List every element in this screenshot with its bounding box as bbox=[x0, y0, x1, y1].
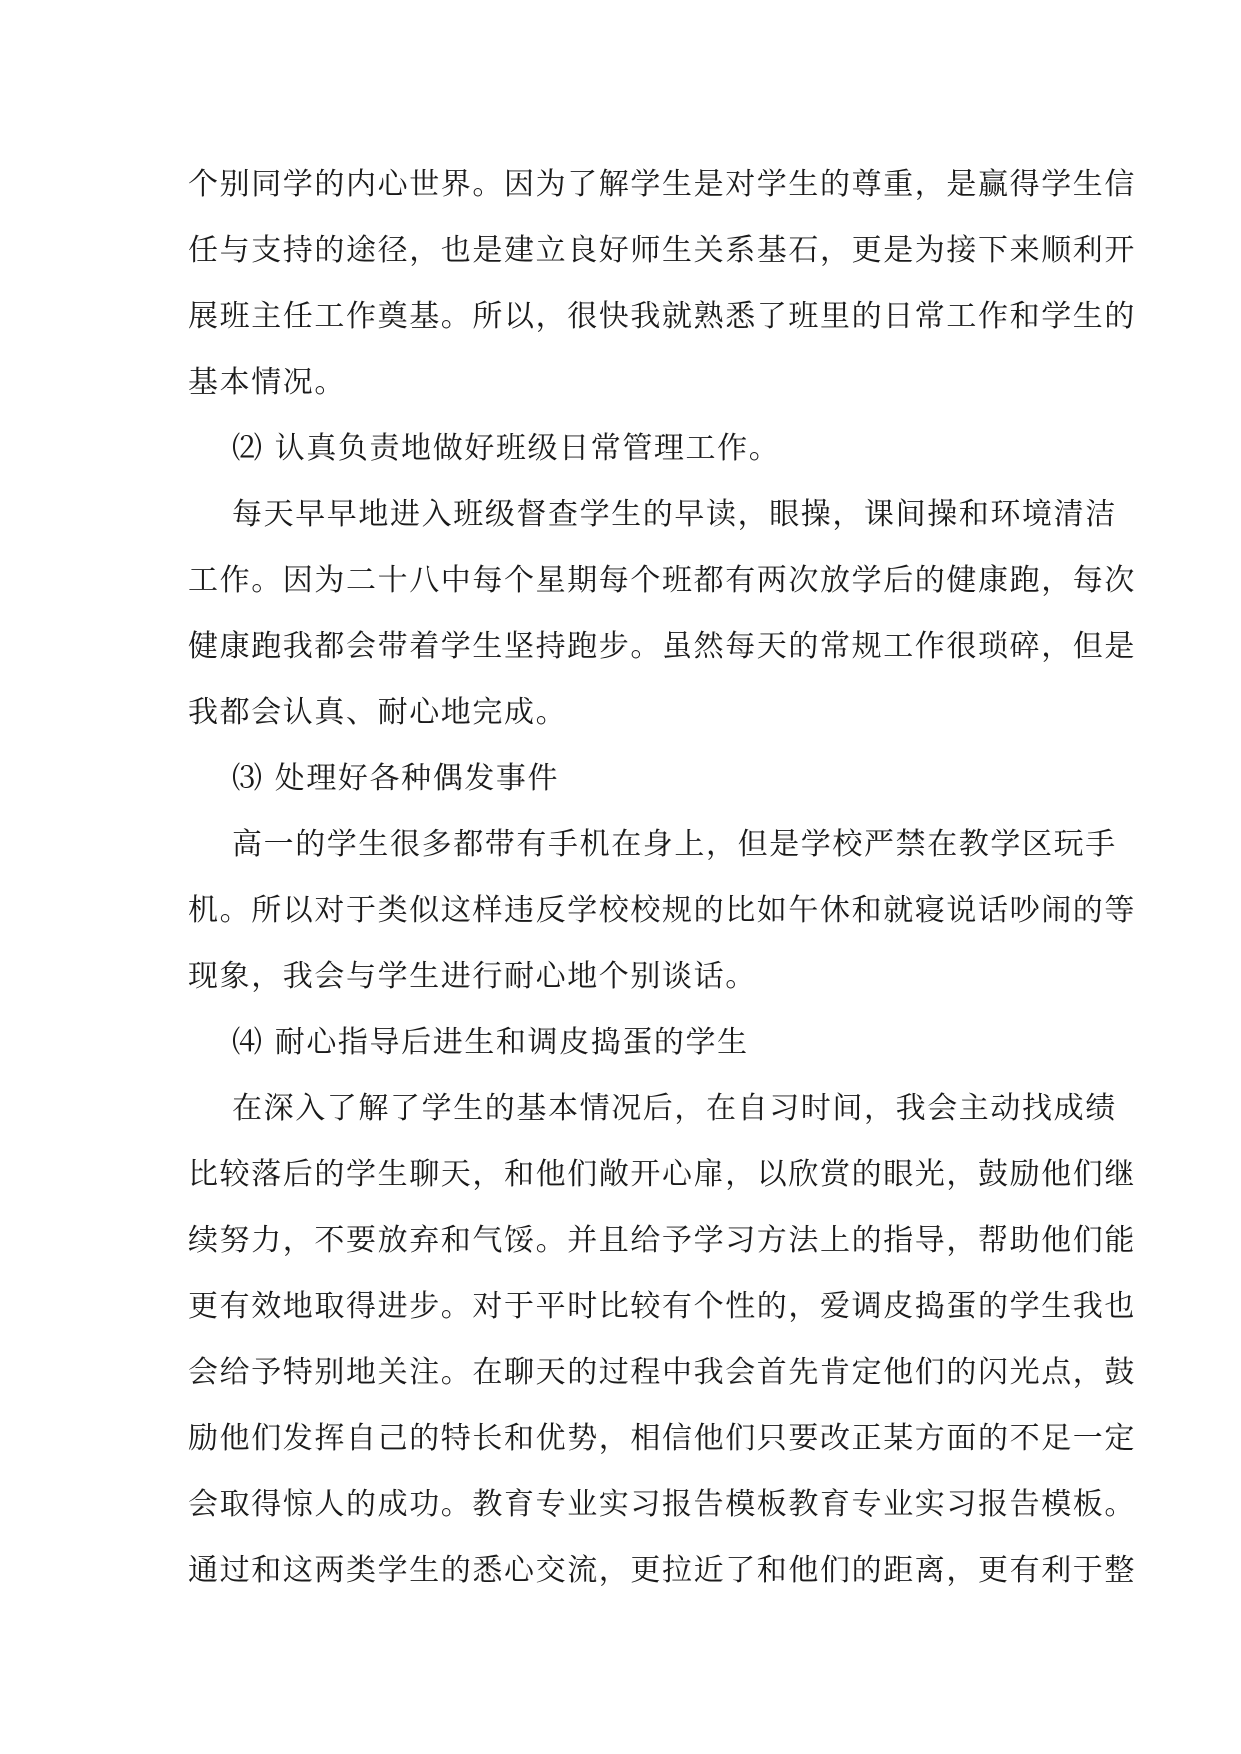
text-line: 健康跑我都会带着学生坚持跑步。虽然每天的常规工作很琐碎，但是 bbox=[188, 629, 1136, 664]
section-heading: ⑶ 处理好各种偶发事件 bbox=[232, 761, 560, 796]
text-line: 每天早早地进入班级督查学生的早读，眼操，课间操和环境清洁 bbox=[232, 497, 1117, 532]
text-line: 会给予特别地关注。在聊天的过程中我会首先肯定他们的闪光点，鼓 bbox=[188, 1355, 1136, 1390]
text-line: 基本情况。 bbox=[188, 365, 346, 400]
section-heading: ⑷ 耐心指导后进生和调皮捣蛋的学生 bbox=[232, 1025, 749, 1060]
text-line: 个别同学的内心世界。因为了解学生是对学生的尊重，是赢得学生信 bbox=[188, 167, 1136, 202]
text-line: 我都会认真、耐心地完成。 bbox=[188, 695, 568, 730]
text-line: 展班主任工作奠基。所以，很快我就熟悉了班里的日常工作和学生的 bbox=[188, 299, 1136, 334]
text-line: 励他们发挥自己的特长和优势，相信他们只要改正某方面的不足一定 bbox=[188, 1421, 1136, 1456]
text-line: 会取得惊人的成功。教育专业实习报告模板教育专业实习报告模板。 bbox=[188, 1487, 1136, 1522]
text-line: 更有效地取得进步。对于平时比较有个性的，爱调皮捣蛋的学生我也 bbox=[188, 1289, 1136, 1324]
text-line: 工作。因为二十八中每个星期每个班都有两次放学后的健康跑，每次 bbox=[188, 563, 1136, 598]
text-line: 比较落后的学生聊天，和他们敞开心扉，以欣赏的眼光，鼓励他们继 bbox=[188, 1157, 1136, 1192]
section-heading: ⑵ 认真负责地做好班级日常管理工作。 bbox=[232, 431, 781, 466]
text-line: 现象，我会与学生进行耐心地个别谈话。 bbox=[188, 959, 757, 994]
text-line: 续努力，不要放弃和气馁。并且给予学习方法上的指导，帮助他们能 bbox=[188, 1223, 1136, 1258]
text-line: 在深入了解了学生的基本情况后，在自习时间，我会主动找成绩 bbox=[232, 1091, 1117, 1126]
text-line: 通过和这两类学生的悉心交流，更拉近了和他们的距离，更有利于整 bbox=[188, 1553, 1136, 1588]
text-line: 高一的学生很多都带有手机在身上，但是学校严禁在教学区玩手 bbox=[232, 827, 1117, 862]
document-body bbox=[188, 152, 1136, 1604]
text-line: 机。所以对于类似这样违反学校校规的比如午休和就寝说话吵闹的等 bbox=[188, 893, 1136, 928]
text-line: 任与支持的途径，也是建立良好师生关系基石，更是为接下来顺利开 bbox=[188, 233, 1136, 268]
